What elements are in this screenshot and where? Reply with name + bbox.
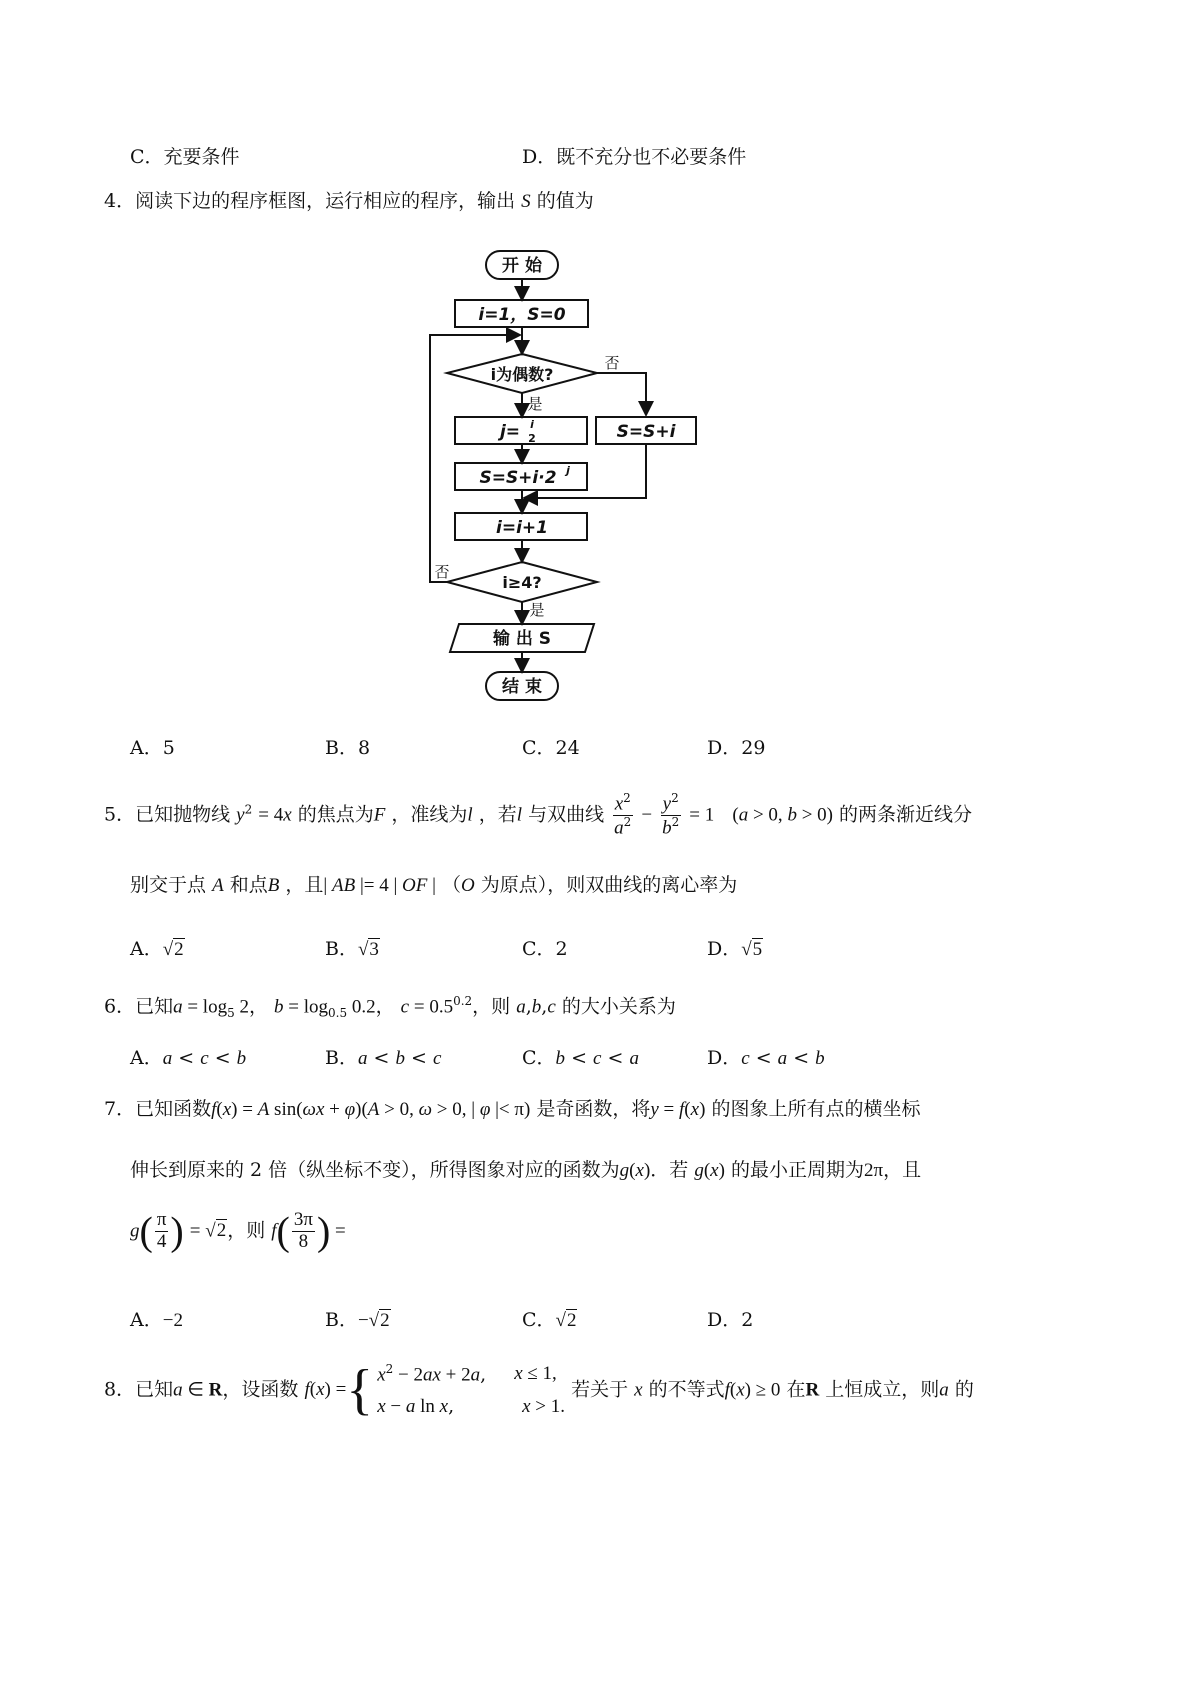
q4-option-a: A．5 xyxy=(130,737,175,759)
q8-stem: 8．已知a ∈ R，设函数 f ( x ) = { $x^2 - 2ax + 2a$, x ≤ 1, x − a ln x, x > 1. 若关于 x 的不等式f(x) ≥ 0 在R 上恒成立，则a 的 xyxy=(104,1359,974,1422)
q7-option-d: D．2 xyxy=(707,1309,754,1331)
flow-init-label: i=1，S=0 xyxy=(478,305,566,325)
q5-option-c: C．2 xyxy=(522,938,568,960)
q7-option-b: B．−√2 xyxy=(325,1309,390,1331)
q5-option-d: D．√5 xyxy=(707,938,763,960)
q5-option-a: A．√2 xyxy=(130,938,184,960)
flow-cond2-label: i≥4? xyxy=(502,573,542,592)
q7-option-a: A．−2 xyxy=(130,1309,183,1331)
q3-option-d: D．既不充分也不必要条件 xyxy=(522,146,747,168)
flow-output-label: 输 出 S xyxy=(492,629,552,649)
flow-assign-j-num: i xyxy=(530,418,534,431)
flow-no1-label: 否 xyxy=(604,354,620,372)
q6-option-a: A．a < c < b xyxy=(130,1047,247,1069)
q5-stem-line1: 5．已知抛物线 $y^2 = 4x$ 的焦点为F ，准线为l ，若l 与双曲线 $\frac{x^2}{a^2}$ − $\frac{y^2}{b^2}$ = 1 (a > 0, b > 0) 的两条渐近线分 xyxy=(104,791,973,839)
flow-assign-j-box xyxy=(455,417,587,444)
q7-stem-line1: 7．已知函数f(x) = A sin(ωx + φ)(A > 0, ω > 0, | φ |< π) 是奇函数，将y = f(x) 的图象上所有点的横坐标 xyxy=(104,1098,921,1120)
q7-stem-line3: g( $\frac{\pi}{4}$ ) = √2，则 f( $\frac{3\pi}{8}$ ) = xyxy=(130,1208,346,1254)
flow-cond1-label: i为偶数? xyxy=(490,365,554,384)
flow-yes1-label: 是 xyxy=(527,395,543,413)
q4-option-b: B．8 xyxy=(325,737,371,759)
q4-option-c: C．24 xyxy=(522,737,580,759)
flow-end-label: 结 束 xyxy=(502,677,542,697)
q7-stem-line2: 伸长到原来的 2 倍（纵坐标不变），所得图象对应的函数为g(x)．若 g(x) 的最小正周期为2π，且 xyxy=(130,1159,922,1181)
q6-option-d: D．c < a < b xyxy=(707,1047,825,1069)
flow-s-even-label: S=S+i·2 xyxy=(479,468,557,488)
q5-option-b: B．√3 xyxy=(325,938,379,960)
flow-inc-label: i=i+1 xyxy=(496,518,548,538)
flow-yes2-label: 是 xyxy=(529,601,545,619)
q3-option-c: C．充要条件 xyxy=(130,146,240,168)
flow-assign-j-label: j= xyxy=(499,422,521,442)
flow-no2-label: 否 xyxy=(434,563,450,581)
q8-piecewise: f ( x ) = { $x^2 - 2ax + 2a$, x ≤ 1, x − a ln x, x > 1. xyxy=(304,1359,566,1422)
flow-s-even-sup: j xyxy=(566,464,570,477)
flow-assign-j-den: 2 xyxy=(528,432,536,445)
q4-stem: 4．阅读下边的程序框图，运行相应的程序，输出 S 的值为 xyxy=(104,190,594,212)
q6-option-c: C．b < c < a xyxy=(522,1047,639,1069)
flow-s-odd-label: S=S+i xyxy=(616,422,676,442)
q5-stem-line2: 别交于点 A 和点B ，且| AB |= 4 | OF | （O 为原点），则双曲线的离心率为 xyxy=(130,874,738,896)
q7-option-c: C．√2 xyxy=(522,1309,577,1331)
flow-start-label: 开 始 xyxy=(502,256,542,276)
flowchart xyxy=(420,245,720,705)
q6-option-b: B．a < b < c xyxy=(325,1047,442,1069)
q6-stem: 6．已知$a = \log_5 2$， $b = \log_{0.5} 0.2$， $c = 0.5^{0.2}$，则 a,b,c 的大小关系为 xyxy=(104,994,676,1021)
q4-option-d: D．29 xyxy=(707,737,766,759)
